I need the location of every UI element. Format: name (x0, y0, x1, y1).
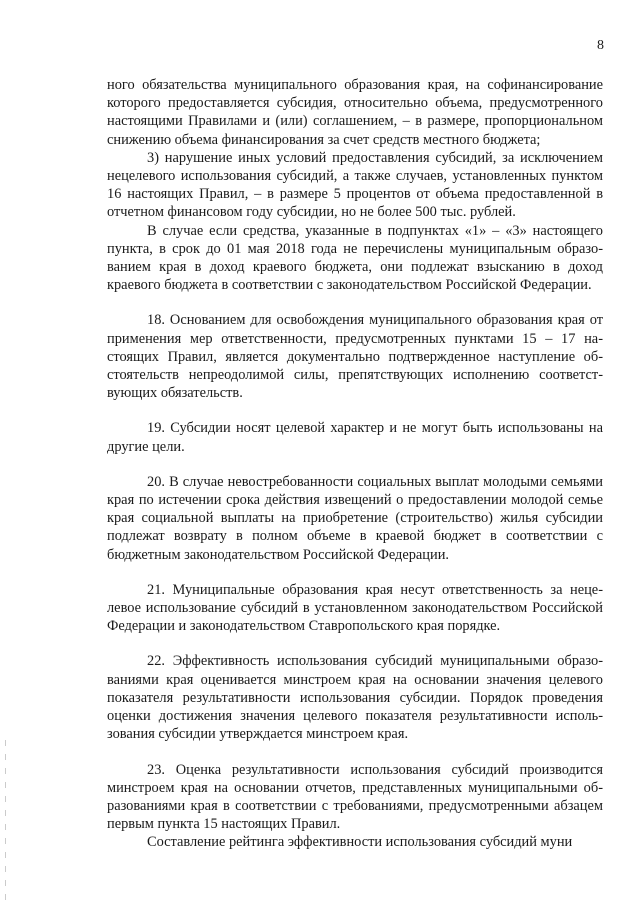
paragraph-rating: Составление рейтинга эффективности использования субсидий муни (147, 834, 573, 851)
paragraph-18: 18. Основанием для освобождения муниципального образования края от применения мер ответственности, предусмотренных пунктами 15 – 17 настоящих Правил, является документально подтвержденное наступление обстоятельств непреодолимой силы, препятствующих исполнению соответствующих обязательств. (107, 312, 603, 402)
paragraph-19: 19. Субсидии носят целевой характер и не могут быть использованы на другие цели. (107, 420, 603, 455)
paragraph-22: 22. Эффективность использования субсидий муниципальными образованиями края оценивается минстроем края на основании значения целевого показателя результативности использования субсидии. Порядок проведения оценки достижения значения целевого показателя результативности использования субсидии утверждается минстроем края. (107, 653, 603, 743)
document-body (107, 76, 603, 852)
paragraph-23: 23. Оценка результативности использования субсидий производится минстроем края на основании отчетов, представленных муниципальными образованиями края в соответствии с требованиями, предусмотренными абзацем первым пункта 15 настоящих Правил. (107, 761, 603, 833)
paragraph-continuation: ного обязательства муниципального образования края, на софинансирование которого предоставляется субсидия, относительно объема, предусмотренного настоящими Правилами и (или) соглашением, – в размере, пропорциональном снижению объема финансирования за счет средств местного бюджета; (107, 77, 603, 148)
paragraph-recovery: В случае если средства, указанные в подпунктах «1» – «3» настоящего пункта, в срок до 01 мая 2018 года не перечислены муниципальным образованием края в доход краевого бюджета, они подлежат взысканию в доход краевого бюджета в соответствии с законодательством Российской Федерации. (107, 222, 603, 294)
paragraph-21: 21. Муниципальные образования края несут ответственность за нецелевое использование субсидий в установленном законодательством Российской Федерации и законодательством Ставропольского края порядке. (107, 581, 603, 635)
paragraph-20: 20. В случае невостребованности социальных выплат молодыми семьями края по истечении срока действия извещений о предоставлении молодой семье края социальной выплаты на приобретение (строительство) жилья субсидии подлежат возврату в полном объеме в краевой бюджет в соответствии с бюджетным законодательством Российской Федерации. (107, 473, 603, 563)
page-number: 8 (597, 38, 604, 53)
paragraph-item-3: 3) нарушение иных условий предоставления субсидий, за исключением нецелевого использования субсидий, а также случаев, установленных пунктом 16 настоящих Правил, – в размере 5 процентов от объема предоставленной в отчетном финансовом году субсидии, но не более 500 тыс. рублей. (107, 149, 603, 221)
scan-edge-mark (5, 740, 6, 900)
